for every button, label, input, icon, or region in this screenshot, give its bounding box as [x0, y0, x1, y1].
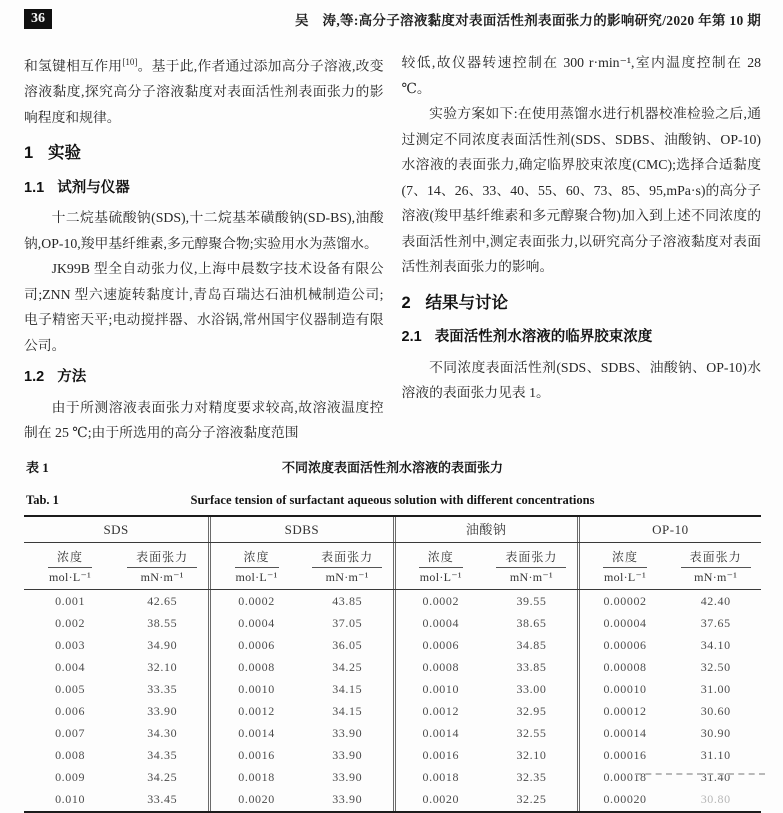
- table-cell: 0.0016: [238, 748, 275, 763]
- table-cell: 33.00: [516, 681, 547, 696]
- table-row-group: [577, 678, 761, 700]
- column-unit: mN·m⁻¹: [325, 569, 369, 584]
- table-cell: 0.00014: [603, 726, 647, 741]
- reagents-paragraph: 十二烷基硫酸钠(SDS),十二烷基苯磺酸钠(SD-BS),油酸钠,OP-10,羧甲基纤维素,多元醇聚合物;实验用水为蒸馏水。: [24, 210, 384, 251]
- column-header: [496, 548, 566, 585]
- table-row: [24, 700, 761, 722]
- table-row: [24, 744, 761, 766]
- table-cell: 31.40: [700, 770, 731, 785]
- column-unit: mol·L⁻¹: [604, 569, 647, 584]
- table-cell: 30.80: [700, 792, 731, 807]
- table-cell: 43.85: [332, 593, 363, 608]
- table-row-group: [24, 722, 208, 744]
- table-cell: 34.85: [516, 637, 547, 652]
- table-cell: 33.90: [332, 792, 363, 807]
- table-cell: 31.10: [700, 748, 731, 763]
- table-cell: 0.005: [55, 681, 86, 696]
- table-row-group: [577, 722, 761, 744]
- table-group-header: SDBS: [208, 517, 392, 542]
- table-subheader-row: [24, 543, 761, 590]
- table-row-group: [577, 656, 761, 678]
- section-2-heading: [402, 291, 762, 317]
- section-number: 2.1: [401, 329, 422, 345]
- table-cell: 0.0012: [238, 704, 275, 719]
- table-cell: 36.05: [332, 637, 363, 652]
- table-row-group: [577, 744, 761, 766]
- table-row-group: [393, 656, 577, 678]
- table-cell: 0.0004: [422, 615, 460, 630]
- table-cell: 0.00016: [603, 748, 647, 763]
- table-cell: 0.0008: [422, 659, 460, 674]
- table-cell: 34.30: [147, 726, 178, 741]
- column-unit: mol·L⁻¹: [49, 569, 92, 584]
- table-cell: 38.55: [147, 615, 178, 630]
- table-row: [24, 766, 761, 788]
- table-row-group: [577, 590, 761, 612]
- table-cell: 42.40: [700, 593, 731, 608]
- table-cell: 34.25: [332, 659, 363, 674]
- table-row-group: [577, 634, 761, 656]
- table-row-group: [24, 766, 208, 788]
- results-intro-paragraph: 不同浓度表面活性剂(SDS、SDBS、油酸钠、OP-10)水溶液的表面张力见表 1。: [401, 359, 761, 400]
- column-unit: mN·m⁻¹: [509, 569, 553, 584]
- table-cell: 0.00004: [603, 615, 647, 630]
- table-cell: 0.0002: [238, 593, 275, 608]
- table-cell: 32.10: [147, 659, 178, 674]
- table-cell: 34.15: [332, 681, 363, 696]
- running-head-title: 吴 涛,等:高分子溶液黏度对表面活性剂表面张力的影响研究/2020 年第 10 期: [294, 13, 761, 28]
- column-unit: mol·L⁻¹: [235, 569, 278, 584]
- column-label: 表面张力: [312, 548, 382, 568]
- method-continuation-paragraph: 较低,故仪器转速控制在 300 r·min⁻¹,室内温度控制在 28 ℃。: [401, 55, 761, 96]
- column-label: 浓度: [48, 548, 92, 568]
- table-caption-zh-label: 表 1: [26, 459, 49, 475]
- table-cell: 0.00020: [603, 792, 647, 807]
- table-row-group: [24, 656, 208, 678]
- section-title: 实验: [48, 144, 82, 163]
- table-cell: 34.15: [332, 704, 363, 719]
- citation-ref: [10]: [122, 57, 138, 67]
- table-row-group: [393, 744, 577, 766]
- experiment-plan-paragraph: 实验方案如下:在使用蒸馏水进行机器校准检验之后,通过测定不同浓度表面活性剂(SDS、SDBS、油酸钠、OP-10)水溶液的表面张力,确定临界胶束浓度(CMC);选择合适黏度(7、14、26、33、40、55、60、73、85、95,mPa·s)的高分子溶液(羧甲基纤维素和多元醇聚合物)加入到上述不同浓度的表面活性剂中,测定表面张力,以研究高分子溶液黏度对表面活性剂表面张力的影响。: [401, 106, 761, 274]
- table-row-group: [24, 634, 208, 656]
- section-number: 1.1: [24, 179, 45, 196]
- page-number: 36: [24, 9, 52, 29]
- column-header: [312, 548, 382, 585]
- table-row-group: [24, 678, 208, 700]
- intro-text-cont: 。基于此,作者通过添加高分子溶液,改变溶液黏度,探究高分子溶液黏度对表面活性剂表面张力的影响程度和规律。: [24, 58, 384, 125]
- column-unit: mN·m⁻¹: [140, 569, 184, 584]
- table-cell: 0.00008: [603, 659, 647, 674]
- table-row-group: [208, 788, 392, 810]
- table-cell: 0.0018: [422, 770, 460, 785]
- table-group-header: 油酸钠: [393, 517, 577, 542]
- section-title: 表面活性剂水溶液的临界胶束浓度: [434, 329, 653, 345]
- table-row: [24, 678, 761, 700]
- instruments-paragraph: JK99B 型全自动张力仪,上海中晨数字技术设备有限公司;ZNN 型六速旋转黏度计,青岛百瑞达石油机械制造公司;电子精密天平;电动搅拌器、水浴锅,常州国宇仪器制造有限公司。: [24, 261, 384, 353]
- table-cell: 0.00002: [603, 593, 647, 608]
- table-cell: 37.05: [332, 615, 363, 630]
- column-label: 表面张力: [496, 548, 566, 568]
- section-1-2-heading: [24, 365, 384, 391]
- table-row: [24, 590, 761, 612]
- table-cell: 0.004: [55, 659, 86, 674]
- table-cell: 0.0018: [238, 770, 275, 785]
- table-group-header-row: [24, 517, 761, 543]
- section-1-heading: [24, 141, 384, 167]
- table-cell: 0.002: [55, 615, 86, 630]
- table-caption-en-text: Surface tension of surfactant aqueous solution with different concentrations: [190, 492, 595, 507]
- table-cell: 32.50: [700, 659, 731, 674]
- table-row: [24, 722, 761, 744]
- table-cell: 33.45: [147, 792, 178, 807]
- table-row-group: [24, 590, 208, 612]
- table-row: [24, 788, 761, 810]
- intro-text: 和氢键相互作用: [24, 58, 123, 74]
- column-header: [603, 548, 647, 585]
- table-row: [24, 634, 761, 656]
- table-cell: 34.25: [147, 770, 178, 785]
- column-label: 表面张力: [681, 548, 751, 568]
- table-cell: 0.00010: [603, 681, 647, 696]
- table-cell: 0.001: [55, 593, 86, 608]
- table-cell: 34.10: [700, 637, 731, 652]
- table-row-group: [208, 766, 392, 788]
- section-title: 方法: [57, 369, 87, 386]
- column-unit: mol·L⁻¹: [419, 569, 462, 584]
- table-cell: 0.0006: [422, 637, 460, 652]
- column-label: 浓度: [419, 548, 463, 568]
- table-cell: 39.55: [516, 593, 547, 608]
- column-header: [127, 548, 197, 585]
- table-subheader-group: [577, 543, 761, 589]
- table-cell: 42.65: [147, 593, 178, 608]
- table-caption-zh: [24, 458, 761, 478]
- left-column: [24, 50, 384, 446]
- table-cell: 32.35: [516, 770, 547, 785]
- table-row-group: [208, 678, 392, 700]
- scan-artifact: [635, 773, 765, 775]
- table-cell: 30.60: [700, 704, 731, 719]
- table-cell: 0.0010: [422, 681, 460, 696]
- table-cell: 31.00: [700, 681, 731, 696]
- two-column-body: [24, 50, 761, 446]
- section-title: 试剂与仪器: [57, 179, 130, 196]
- table-body: [24, 590, 761, 811]
- table-cell: 0.0014: [238, 726, 275, 741]
- right-column: [402, 50, 762, 446]
- section-2-1-heading: [402, 325, 762, 351]
- table-cell: 0.003: [55, 637, 86, 652]
- table-row-group: [208, 700, 392, 722]
- table-row-group: [577, 766, 761, 788]
- column-header: [419, 548, 463, 585]
- table-row-group: [393, 590, 577, 612]
- table-cell: 0.0014: [422, 726, 460, 741]
- table-cell: 34.90: [147, 637, 178, 652]
- table-cell: 32.10: [516, 748, 547, 763]
- table-cell: 0.0004: [238, 615, 275, 630]
- table-group-header: SDS: [103, 521, 129, 537]
- column-header: [48, 548, 92, 585]
- table-cell: 32.55: [516, 726, 547, 741]
- table-row-group: [393, 766, 577, 788]
- table-cell: 37.65: [700, 615, 731, 630]
- table-cell: 0.008: [55, 748, 86, 763]
- section-number: 2: [401, 293, 411, 312]
- table-cell: 30.90: [700, 726, 731, 741]
- column-header: [681, 548, 751, 585]
- table-cell: 32.95: [516, 704, 547, 719]
- section-number: 1: [24, 144, 34, 163]
- method-paragraph: 由于所测溶液表面张力对精度要求较高,故溶液温度控制在 25 ℃;由于所选用的高分子溶液黏度范围: [24, 399, 384, 441]
- table-cell: 0.0012: [422, 704, 460, 719]
- table-row-group: [393, 700, 577, 722]
- table-row-group: [577, 612, 761, 634]
- table-cell: 33.85: [516, 659, 547, 674]
- table-row-group: [393, 722, 577, 744]
- table-row-group: [208, 722, 392, 744]
- surface-tension-table: [24, 515, 761, 813]
- section-title: 结果与讨论: [425, 293, 509, 312]
- table-cell: 0.010: [55, 792, 86, 807]
- column-label: 浓度: [603, 548, 647, 568]
- table-cell: 0.00012: [603, 704, 647, 719]
- table-cell: 0.006: [55, 704, 86, 719]
- section-1-1-heading: [24, 176, 384, 202]
- table-row-group: [208, 590, 392, 612]
- table-row-group: [208, 612, 392, 634]
- table-row-group: [577, 788, 761, 810]
- column-label: 表面张力: [127, 548, 197, 568]
- table-cell: 0.0006: [238, 637, 275, 652]
- table-row-group: [393, 678, 577, 700]
- table-subheader-group: [208, 543, 392, 589]
- table-cell: 0.0008: [238, 659, 275, 674]
- table-row-group: [393, 612, 577, 634]
- table-row-group: [24, 612, 208, 634]
- table-cell: 0.0020: [238, 792, 275, 807]
- table-row-group: [393, 788, 577, 810]
- page-header: [24, 6, 761, 32]
- table-row: [24, 656, 761, 678]
- table-row-group: [577, 700, 761, 722]
- table-cell: 33.90: [332, 770, 363, 785]
- column-header: [235, 548, 279, 585]
- table-cell: 33.90: [332, 726, 363, 741]
- table-row-group: [24, 744, 208, 766]
- table-group-header: OP-10: [577, 517, 761, 542]
- table-subheader-group: [393, 543, 577, 589]
- table-cell: 33.90: [332, 748, 363, 763]
- table-cell: 0.00006: [603, 637, 647, 652]
- table-row: [24, 612, 761, 634]
- table-caption-en: [24, 490, 761, 510]
- column-label: 浓度: [235, 548, 279, 568]
- table-caption-en-label: Tab. 1: [26, 492, 59, 507]
- table-caption-zh-text: 不同浓度表面活性剂水溶液的表面张力: [281, 459, 503, 475]
- table-subheader-group: [24, 543, 208, 589]
- column-unit: mN·m⁻¹: [694, 569, 738, 584]
- table-row-group: [208, 656, 392, 678]
- table-row-group: [393, 634, 577, 656]
- table-cell: 34.35: [147, 748, 178, 763]
- table-row-group: [208, 744, 392, 766]
- table-cell: 0.0010: [238, 681, 275, 696]
- table-cell: 0.009: [55, 770, 86, 785]
- table-cell: 32.25: [516, 792, 547, 807]
- table-cell: 0.00018: [603, 770, 647, 785]
- table-row-group: [208, 634, 392, 656]
- table-cell: 0.007: [55, 726, 86, 741]
- table-cell: 0.0016: [422, 748, 460, 763]
- intro-paragraph: [24, 50, 384, 130]
- table-cell: 0.0020: [422, 792, 460, 807]
- table-row-group: [24, 788, 208, 810]
- section-number: 1.2: [24, 369, 45, 386]
- table-cell: 38.65: [516, 615, 547, 630]
- table-cell: 33.90: [147, 704, 178, 719]
- table-cell: 33.35: [147, 681, 178, 696]
- table-cell: 0.0002: [422, 593, 460, 608]
- table-row-group: [24, 700, 208, 722]
